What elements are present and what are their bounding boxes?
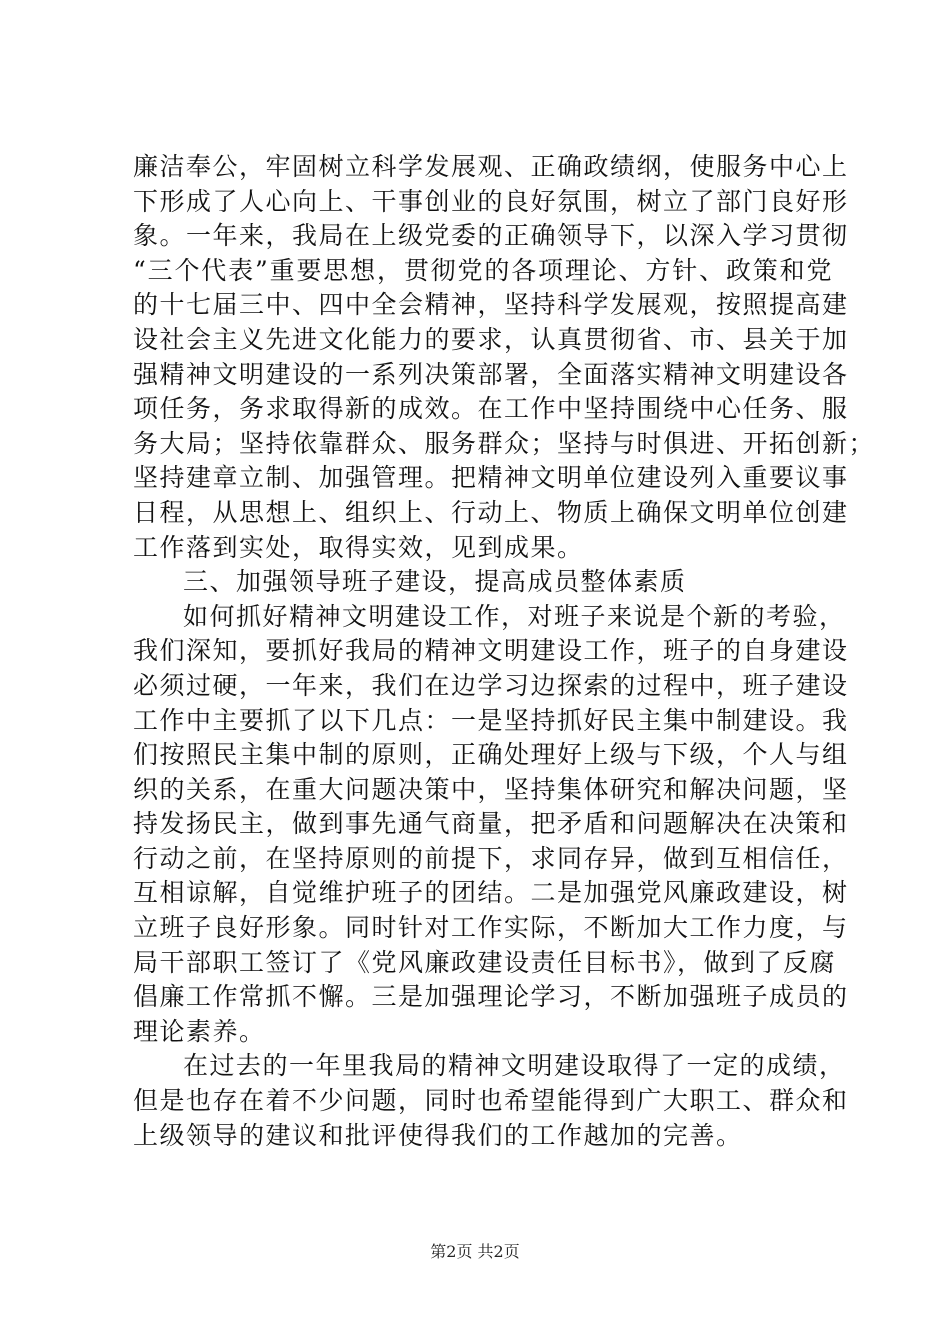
text-line: 上级领导的建议和批评使得我们的工作越加的完善。 bbox=[133, 1120, 743, 1150]
text-line: 象。一年来，我局在上级党委的正确领导下，以深入学习贯彻 bbox=[133, 221, 849, 251]
text-line: 的十七届三中、四中全会精神，坚持科学发展观，按照提高建 bbox=[133, 290, 849, 320]
text-line: 如何抓好精神文明建设工作，对班子来说是个新的考验， bbox=[183, 601, 846, 631]
text-line: 理论素养。 bbox=[133, 1016, 266, 1046]
text-line: 但是也存在着不少问题，同时也希望能得到广大职工、群众和 bbox=[133, 1086, 849, 1116]
text-line: 在过去的一年里我局的精神文明建设取得了一定的成绩， bbox=[183, 1051, 846, 1081]
text-line: 坚持建章立制、加强管理。把精神文明单位建设列入重要议事 bbox=[133, 463, 849, 493]
page-number-footer: 第2页 共2页 bbox=[430, 1242, 520, 1261]
text-line: 我们深知，要抓好我局的精神文明建设工作，班子的自身建设 bbox=[133, 636, 849, 666]
text-line: 立班子良好形象。同时针对工作实际，不断加大工作力度，与 bbox=[133, 913, 849, 943]
text-line: 项任务，务求取得新的成效。在工作中坚持围绕中心任务、服 bbox=[133, 394, 849, 424]
text-line: 织的关系，在重大问题决策中，坚持集体研究和解决问题，坚 bbox=[133, 774, 849, 804]
text-line: 廉洁奉公，牢固树立科学发展观、正确政绩纲，使服务中心上 bbox=[133, 152, 849, 181]
section-heading: 三、加强领导班子建设，提高成员整体素质 bbox=[183, 567, 687, 597]
text-line: 设社会主义先进文化能力的要求，认真贯彻省、市、县关于加 bbox=[133, 324, 849, 354]
text-line: 下形成了人心向上、干事创业的良好氛围，树立了部门良好形 bbox=[133, 186, 849, 216]
text-line: 局干部职工签订了《党风廉政建设责任目标书》，做到了反腐 bbox=[133, 947, 837, 977]
text-line: 持发扬民主，做到事先通气商量，把矛盾和问题解决在决策和 bbox=[133, 809, 849, 839]
text-line: 日程，从思想上、组织上、行动上、物质上确保文明单位创建 bbox=[133, 497, 849, 527]
text-line: 行动之前，在坚持原则的前提下，求同存异，做到互相信任， bbox=[133, 843, 849, 873]
text-line: 必须过硬，一年来，我们在边学习边探索的过程中，班子建设 bbox=[133, 670, 849, 700]
text-line: 互相谅解，自觉维护班子的团结。二是加强党风廉政建设，树 bbox=[133, 878, 849, 908]
document-body bbox=[133, 150, 876, 1153]
text-line: 工作落到实处，取得实效，见到成果。 bbox=[133, 532, 584, 562]
text-line: 强精神文明建设的一系列决策部署，全面落实精神文明建设各 bbox=[133, 359, 849, 389]
text-line: 倡廉工作常抓不懈。三是加强理论学习，不断加强班子成员的 bbox=[133, 982, 849, 1012]
text-line: 务大局；坚持依靠群众、服务群众；坚持与时俱进、开拓创新； bbox=[133, 428, 876, 458]
text-line: 们按照民主集中制的原则，正确处理好上级与下级，个人与组 bbox=[133, 740, 849, 770]
text-line: “三个代表”重要思想，贯彻党的各项理论、方针、政策和党 bbox=[133, 255, 833, 285]
text-line: 工作中主要抓了以下几点：一是坚持抓好民主集中制建设。我 bbox=[133, 705, 849, 735]
